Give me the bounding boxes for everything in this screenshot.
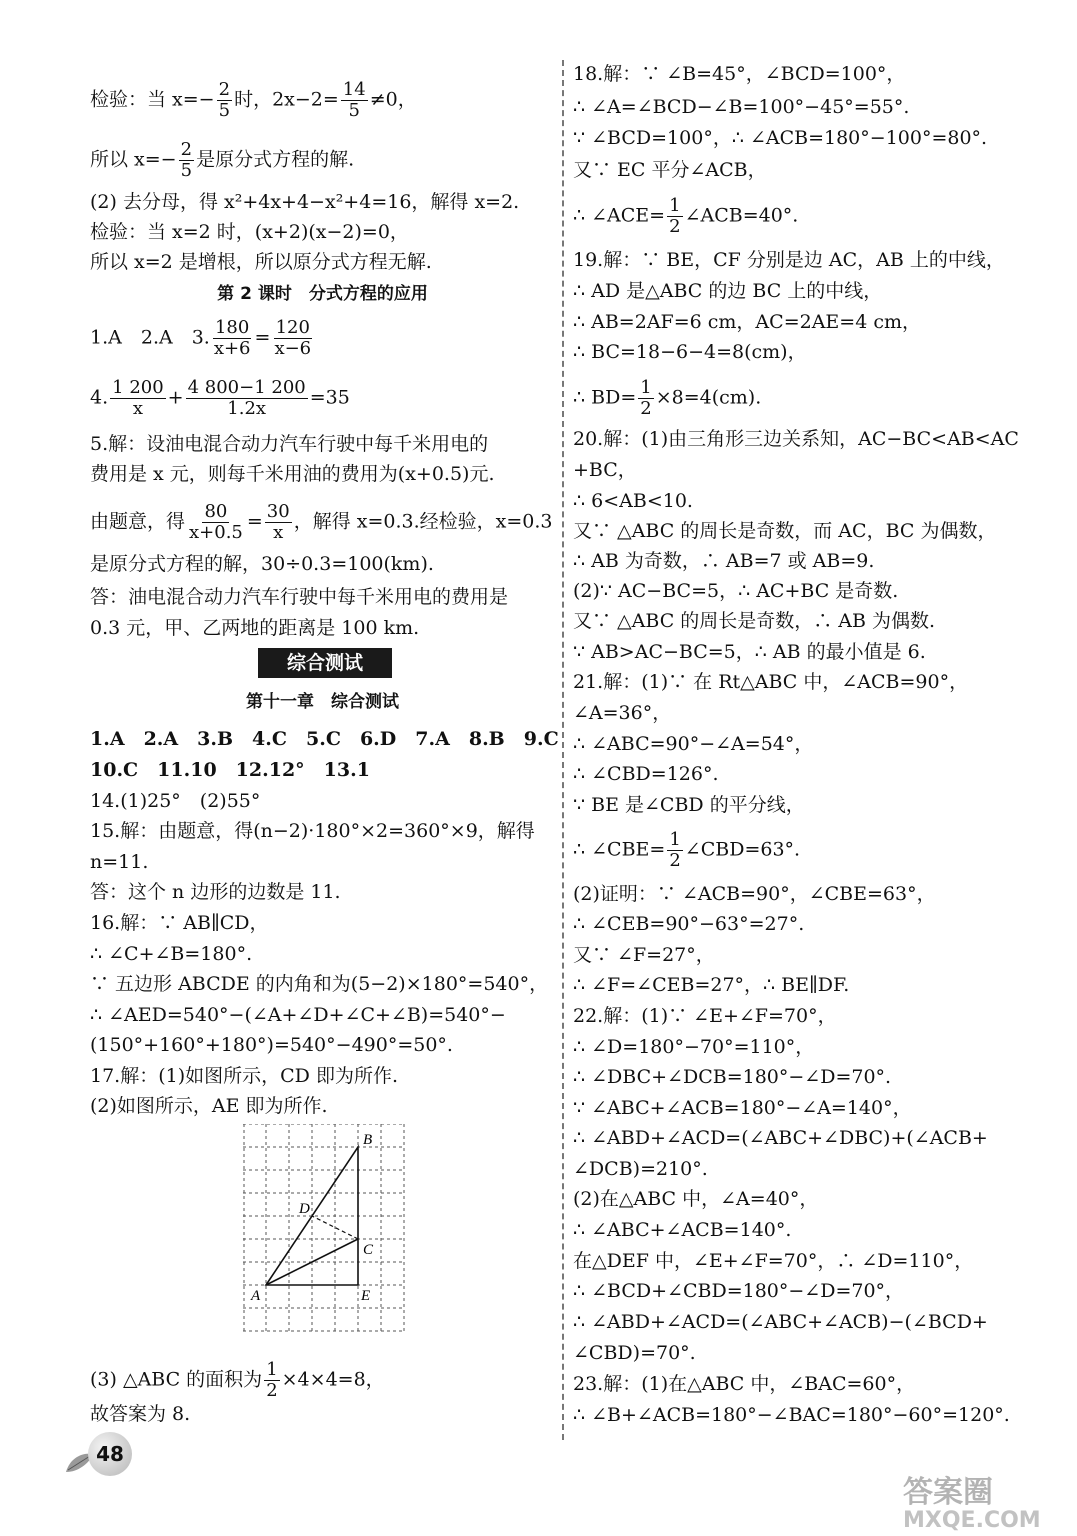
text-line: 所以 x=2 是增根，所以原分式方程无解. <box>90 251 432 273</box>
text-line: ∵ ∠ABC+∠ACB=180°−∠A=140°， <box>573 1097 912 1119</box>
text-line: ∴ ∠CEB=90°−63°=27°. <box>573 913 805 935</box>
fraction-line <box>573 378 761 419</box>
grid-lines <box>243 1124 405 1334</box>
text: 4. <box>90 386 109 409</box>
section-banner: 综合测试 <box>258 648 392 678</box>
numerator: 1 <box>640 377 652 398</box>
text-line: ∴ ∠A=∠BCD−∠B=100°−45°=55°. <box>573 96 910 118</box>
text: ≠0， <box>369 88 417 111</box>
text-line: 22.解：(1)∵ ∠E+∠F=70°， <box>573 1005 837 1027</box>
text-line: 19.解：∵ BE，CF 分别是边 AC，AB 上的中线， <box>573 249 1005 271</box>
text-line: 10.C 11.10 12.12° 13.1 <box>90 759 370 781</box>
conclusion-line <box>90 140 354 181</box>
fraction <box>265 502 292 543</box>
text-line: +BC， <box>573 459 637 481</box>
numerator: 120 <box>275 317 310 338</box>
text-line: 1.A 2.A 3.B 4.C 5.C 6.D 7.A 8.B 9.C <box>90 728 559 750</box>
text: 是原分式方程的解. <box>196 148 355 171</box>
numerator: 1 <box>266 1359 278 1380</box>
fraction-line <box>573 830 800 871</box>
watermark-logo <box>895 1472 1065 1532</box>
text-line: (150°+160°+180°)=540°−490°=50°. <box>90 1034 453 1056</box>
text: ∴ BD= <box>573 386 637 409</box>
text-line: ∴ ∠ABD+∠ACD=(∠ABC+∠ACB)−(∠BCD+ <box>573 1311 988 1333</box>
equation-line <box>90 502 553 543</box>
fraction <box>272 318 313 359</box>
text: ∴ ∠CBE= <box>573 838 666 861</box>
denominator: 5 <box>180 160 193 181</box>
fraction-line <box>573 196 798 237</box>
answers-line-2 <box>90 378 350 419</box>
numerator: 2 <box>180 139 193 160</box>
numerator: 80 <box>204 501 228 522</box>
text-line: ∴ BC=18−6−4=8(cm)， <box>573 341 807 363</box>
chapter-heading: 第十一章 综合测试 <box>246 692 399 712</box>
text-line: ∠CBD)=70°. <box>573 1342 696 1364</box>
text-line: 15.解：由题意，得(n−2)·180°×2=360°×9，解得 <box>90 820 535 842</box>
text: =35 <box>309 386 350 409</box>
text: 1.A 2.A 3. <box>90 326 210 349</box>
text-line: ∴ ∠AED=540°−(∠A+∠D+∠C+∠B)=540°− <box>90 1004 506 1026</box>
fraction <box>110 378 166 419</box>
numerator: 1 200 <box>112 377 164 398</box>
denominator: 2 <box>266 1380 278 1401</box>
answers-line-1 <box>90 318 315 359</box>
text-line: 答：这个 n 边形的边数是 11. <box>90 881 341 903</box>
area-line <box>90 1360 385 1401</box>
watermark-glyphs: 答案圈 <box>903 1475 993 1510</box>
text-line: ∴ 6<AB<10. <box>573 490 693 512</box>
column-divider <box>562 60 564 1440</box>
text-line: (2) 去分母，得 x²+4x+4−x²+4=16，解得 x=2. <box>90 191 520 213</box>
denominator: 5 <box>218 100 231 121</box>
text-line: ∴ ∠F=∠CEB=27°，∴ BE∥DF. <box>573 974 850 996</box>
label-c: C <box>363 1242 374 1258</box>
check-line-1 <box>90 80 417 121</box>
text-line: ∴ ∠DBC+∠DCB=180°−∠D=70°. <box>573 1066 892 1088</box>
text-line: ∴ ∠ABC+∠ACB=140°. <box>573 1219 792 1241</box>
text-line: 故答案为 8. <box>90 1403 191 1425</box>
label-a: A <box>251 1288 261 1304</box>
text: ∠CBD=63°. <box>684 838 801 861</box>
text: = <box>246 510 263 533</box>
fraction <box>179 140 194 181</box>
grid-figure <box>243 1124 405 1334</box>
text-line: 费用是 x 元，则每千米用油的费用为(x+0.5)元. <box>90 463 495 485</box>
text-line: ∵ AB>AC−BC=5，∴ AB 的最小值是 6. <box>573 641 926 663</box>
text-line: 在△DEF 中，∠E+∠F=70°，∴ ∠D=110°， <box>573 1250 974 1272</box>
text-line: 23.解：(1)在△ABC 中，∠BAC=60°， <box>573 1373 916 1395</box>
text: 时，2x−2= <box>234 88 339 111</box>
numerator: 180 <box>214 317 250 338</box>
text: 由题意，得 <box>90 510 186 533</box>
text: (3) △ABC 的面积为 <box>90 1368 263 1391</box>
text: ∴ ∠ACE= <box>573 204 666 227</box>
text-line: 是原分式方程的解，30÷0.3=100(km). <box>90 553 434 575</box>
text-line: 20.解：(1)由三角形三边关系知，AC−BC<AB<AC <box>573 428 1019 450</box>
text-line: ∵ ∠BCD=100°，∴ ∠ACB=180°−100°=80°. <box>573 127 988 149</box>
text-line: ∴ ∠BCD+∠CBD=180°−∠D=70°， <box>573 1280 905 1302</box>
page-number: 48 <box>88 1432 132 1476</box>
text-line: ∠DCB)=210°. <box>573 1158 708 1180</box>
text-line: ∵ BE 是∠CBD 的平分线， <box>573 794 805 816</box>
text-line: ∴ AB 为奇数，∴ AB=7 或 AB=9. <box>573 550 875 572</box>
text-line: 5.解：设油电混合动力汽车行驶中每千米用电的 <box>90 433 489 455</box>
text-line: 16.解：∵ AB∥CD， <box>90 912 269 934</box>
text-line: (2)证明：∵ ∠ACB=90°，∠CBE=63°， <box>573 883 936 905</box>
fraction <box>212 318 253 359</box>
text-line: ∴ ∠C+∠B=180°. <box>90 943 253 965</box>
fraction <box>264 1360 279 1401</box>
text-line: 检验：当 x=2 时，(x+2)(x−2)=0， <box>90 221 409 243</box>
text-line: 18.解：∵ ∠B=45°，∠BCD=100°， <box>573 63 906 85</box>
fraction <box>217 80 232 121</box>
text-line: 17.解：(1)如图所示，CD 即为所作. <box>90 1065 398 1087</box>
text-line: ∴ ∠ABD+∠ACD=(∠ABC+∠DBC)+(∠ACB+ <box>573 1127 988 1149</box>
fraction <box>186 378 308 419</box>
denominator: 2 <box>669 216 681 237</box>
fraction <box>667 830 682 871</box>
text: 所以 x=− <box>90 148 177 171</box>
label-d: D <box>299 1201 310 1217</box>
denominator: x−6 <box>274 338 312 359</box>
denominator: 2 <box>640 398 652 419</box>
text-line: ∠A=36°， <box>573 702 672 724</box>
text-line: 又∵ △ABC 的周长是奇数，而 AC，BC 为偶数， <box>573 520 997 542</box>
text-line: 0.3 元，甲、乙两地的距离是 100 km. <box>90 617 420 639</box>
text-line: 又∵ ∠F=27°， <box>573 944 715 966</box>
text-line: 又∵ △ABC 的周长是奇数，∴ AB 为偶数. <box>573 610 936 632</box>
watermark-domain: MXQE.COM <box>903 1508 1041 1532</box>
text-line: ∴ AB=2AF=6 cm，AC=2AE=4 cm， <box>573 311 921 333</box>
text-line: ∴ ∠D=180°−70°=110°， <box>573 1036 815 1058</box>
numerator: 4 800−1 200 <box>187 377 306 398</box>
text: 检验：当 x=− <box>90 88 215 111</box>
text: = <box>254 326 271 349</box>
text-line: 又∵ EC 平分∠ACB， <box>573 159 767 181</box>
label-b: B <box>363 1132 373 1148</box>
numerator: 1 <box>669 829 681 850</box>
text-line: ∴ ∠ABC=90°−∠A=54°， <box>573 733 814 755</box>
text: ×4×4=8， <box>281 1368 385 1391</box>
text-line: n=11. <box>90 851 149 873</box>
fraction <box>667 196 682 237</box>
text: + <box>167 386 184 409</box>
numerator: 2 <box>218 79 231 100</box>
numerator: 1 <box>669 195 681 216</box>
text-line: ∴ ∠CBD=126°. <box>573 763 719 785</box>
text-line: ∵ 五边形 ABCDE 的内角和为(5−2)×180°=540°， <box>90 973 549 995</box>
text-line: 14.(1)25° (2)55° <box>90 790 261 812</box>
fraction <box>341 80 368 121</box>
text-line: (2)∵ AC−BC=5，∴ AC+BC 是奇数. <box>573 580 899 602</box>
denominator: x <box>132 398 143 419</box>
text-line: (2)如图所示，AE 即为所作. <box>90 1095 328 1117</box>
denominator: x+6 <box>213 338 251 359</box>
label-e: E <box>361 1288 371 1304</box>
denominator: x <box>273 522 284 543</box>
fraction <box>638 378 653 419</box>
denominator: 2 <box>669 850 681 871</box>
numerator: 30 <box>266 501 290 522</box>
text: ，解得 x=0.3.经检验，x=0.3 <box>293 510 553 533</box>
text-line: 答：油电混合动力汽车行驶中每千米用电的费用是 <box>90 586 509 608</box>
text: ∠ACB=40°. <box>684 204 799 227</box>
denominator: x+0.5 <box>189 522 243 543</box>
denominator: 1.2x <box>227 398 267 419</box>
fraction <box>187 502 245 543</box>
text-line: (2)在△ABC 中，∠A=40°， <box>573 1188 819 1210</box>
numerator: 14 <box>342 79 366 100</box>
text-line: ∴ AD 是△ABC 的边 BC 上的中线， <box>573 280 883 302</box>
denominator: 5 <box>348 100 360 121</box>
text-line: 21.解：(1)∵ 在 Rt△ABC 中，∠ACB=90°， <box>573 671 969 693</box>
lesson-heading: 第 2 课时 分式方程的应用 <box>217 284 428 304</box>
text: ×8=4(cm). <box>655 386 762 409</box>
text-line: ∴ ∠B+∠ACB=180°−∠BAC=180°−60°=120°. <box>573 1404 1010 1426</box>
